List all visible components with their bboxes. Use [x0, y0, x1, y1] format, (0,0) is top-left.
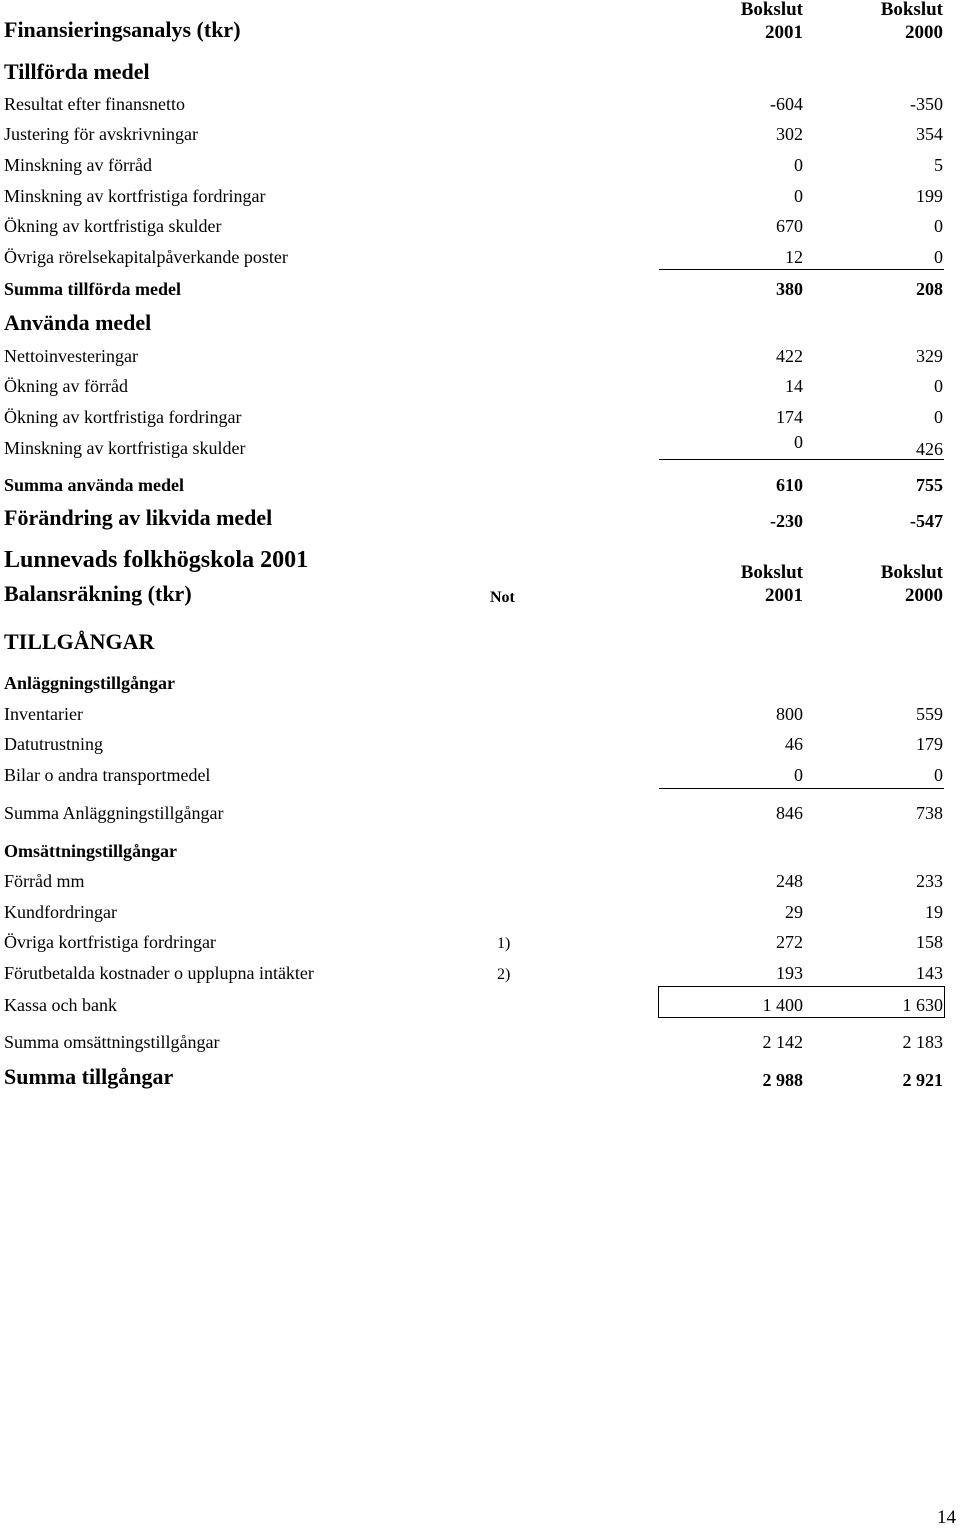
tillforda-sum-2000: 208: [916, 279, 943, 299]
row-label: Inventarier: [4, 704, 83, 724]
anvanda-sum-2000: 755: [916, 475, 943, 495]
row-value-2001: 193: [776, 963, 803, 983]
total-label: Summa tillgångar: [4, 1064, 174, 1089]
anl-heading: Anläggningstillgångar: [4, 673, 176, 693]
row-value-2000: 0: [934, 765, 943, 785]
row-label: Minskning av kortfristiga skulder: [4, 438, 246, 458]
anl-sum-label: Summa Anläggningstillgångar: [4, 803, 224, 823]
balans-title: Lunnevads folkhögskola 2001: [4, 547, 309, 573]
row-value-2000: -350: [910, 94, 943, 114]
col-header-2001-line1: Bokslut: [740, 562, 803, 583]
row-value-2001: 0: [794, 432, 803, 452]
col-header-2000-line2: 2000: [905, 22, 943, 43]
page-number: 14: [937, 1507, 956, 1528]
row-value-2000: 354: [916, 124, 943, 144]
note-ref: 1): [497, 935, 511, 952]
row-label: Kassa och bank: [4, 995, 117, 1015]
col-header-2000-line2: 2000: [905, 585, 943, 606]
row-value-2001: 174: [776, 407, 803, 427]
row-value-2001: 1 400: [762, 995, 803, 1015]
row-value-2000: 559: [916, 704, 943, 724]
total-2001: 2 988: [762, 1070, 803, 1090]
row-label: Bilar o andra transportmedel: [4, 765, 211, 785]
forandring-label: Förändring av likvida medel: [4, 505, 273, 530]
row-value-2001: 800: [776, 704, 803, 724]
tillforda-heading: Tillförda medel: [4, 59, 150, 84]
oms-sum-2000: 2 183: [902, 1032, 943, 1052]
row-value-2001: 422: [776, 346, 803, 366]
total-2000: 2 921: [902, 1070, 943, 1090]
col-header-2000-line1: Bokslut: [880, 562, 943, 583]
row-label: Ökning av kortfristiga fordringar: [4, 407, 242, 427]
row-label: Ökning av förråd: [4, 376, 128, 396]
forandring-2001: -230: [770, 511, 803, 531]
row-value-2000: 0: [934, 407, 943, 427]
tillforda-sum-label: Summa tillförda medel: [4, 279, 181, 299]
col-header-2001-line2: 2001: [765, 22, 803, 43]
oms-sum-label: Summa omsättningstillgångar: [4, 1032, 220, 1052]
balans-subtitle: Balansräkning (tkr): [4, 581, 192, 606]
tillforda-sum-2001: 380: [776, 279, 803, 299]
row-label: Minskning av förråd: [4, 155, 152, 175]
row-value-2000: 0: [934, 376, 943, 396]
anvanda-heading: Använda medel: [4, 310, 152, 335]
row-label: Nettoinvesteringar: [4, 346, 138, 366]
row-label: Övriga kortfristiga fordringar: [4, 932, 216, 952]
row-label: Övriga rörelsekapitalpåverkande poster: [4, 247, 288, 267]
anvanda-sum-label: Summa använda medel: [4, 475, 185, 495]
finansiering-title: Finansieringsanalys (tkr): [4, 17, 241, 42]
row-label: Resultat efter finansnetto: [4, 94, 185, 114]
not-header: Not: [490, 589, 515, 606]
oms-sum-2001: 2 142: [762, 1032, 803, 1052]
subtotal-rule: [659, 459, 944, 460]
row-value-2000: 329: [916, 346, 943, 366]
row-label: Kundfordringar: [4, 902, 117, 922]
col-header-2001-line2: 2001: [765, 585, 803, 606]
row-label: Minskning av kortfristiga fordringar: [4, 186, 266, 206]
row-value-2001: 12: [785, 247, 803, 267]
col-header-2001-line1: Bokslut: [740, 0, 803, 20]
row-value-2001: 272: [776, 932, 803, 952]
row-value-2000: 179: [916, 734, 943, 754]
anl-sum-2001: 846: [776, 803, 803, 823]
tillgangar-heading: TILLGÅNGAR: [4, 629, 155, 654]
subtotal-rule: [659, 788, 944, 789]
row-value-2001: 302: [776, 124, 803, 144]
anvanda-sum-2001: 610: [776, 475, 803, 495]
row-label: Ökning av kortfristiga skulder: [4, 216, 222, 236]
row-value-2000: 143: [916, 963, 943, 983]
row-value-2000: 199: [916, 186, 943, 206]
note-ref: 2): [497, 966, 511, 983]
row-value-2001: 14: [785, 376, 803, 396]
col-header-2000-line1: Bokslut: [880, 0, 943, 20]
row-label: Justering för avskrivningar: [4, 124, 198, 144]
row-label: Förutbetalda kostnader o upplupna intäkter: [4, 963, 314, 983]
row-value-2000: 426: [916, 439, 943, 459]
row-value-2001: 29: [785, 902, 803, 922]
row-value-2000: 158: [916, 932, 943, 952]
row-value-2001: 0: [794, 186, 803, 206]
row-label: Förråd mm: [4, 871, 85, 891]
row-value-2001: 670: [776, 216, 803, 236]
row-value-2000: 5: [934, 155, 943, 175]
row-value-2001: 248: [776, 871, 803, 891]
row-label: Datutrustning: [4, 734, 103, 754]
forandring-2000: -547: [910, 511, 943, 531]
row-value-2000: 0: [934, 216, 943, 236]
row-value-2001: 46: [785, 734, 803, 754]
row-value-2001: -604: [770, 94, 803, 114]
oms-heading: Omsättningstillgångar: [4, 841, 178, 861]
row-value-2000: 1 630: [902, 995, 943, 1015]
row-value-2000: 19: [925, 902, 943, 922]
row-value-2001: 0: [794, 155, 803, 175]
row-value-2000: 0: [934, 247, 943, 267]
subtotal-rule: [659, 269, 944, 270]
row-value-2001: 0: [794, 765, 803, 785]
anl-sum-2000: 738: [916, 803, 943, 823]
row-value-2000: 233: [916, 871, 943, 891]
